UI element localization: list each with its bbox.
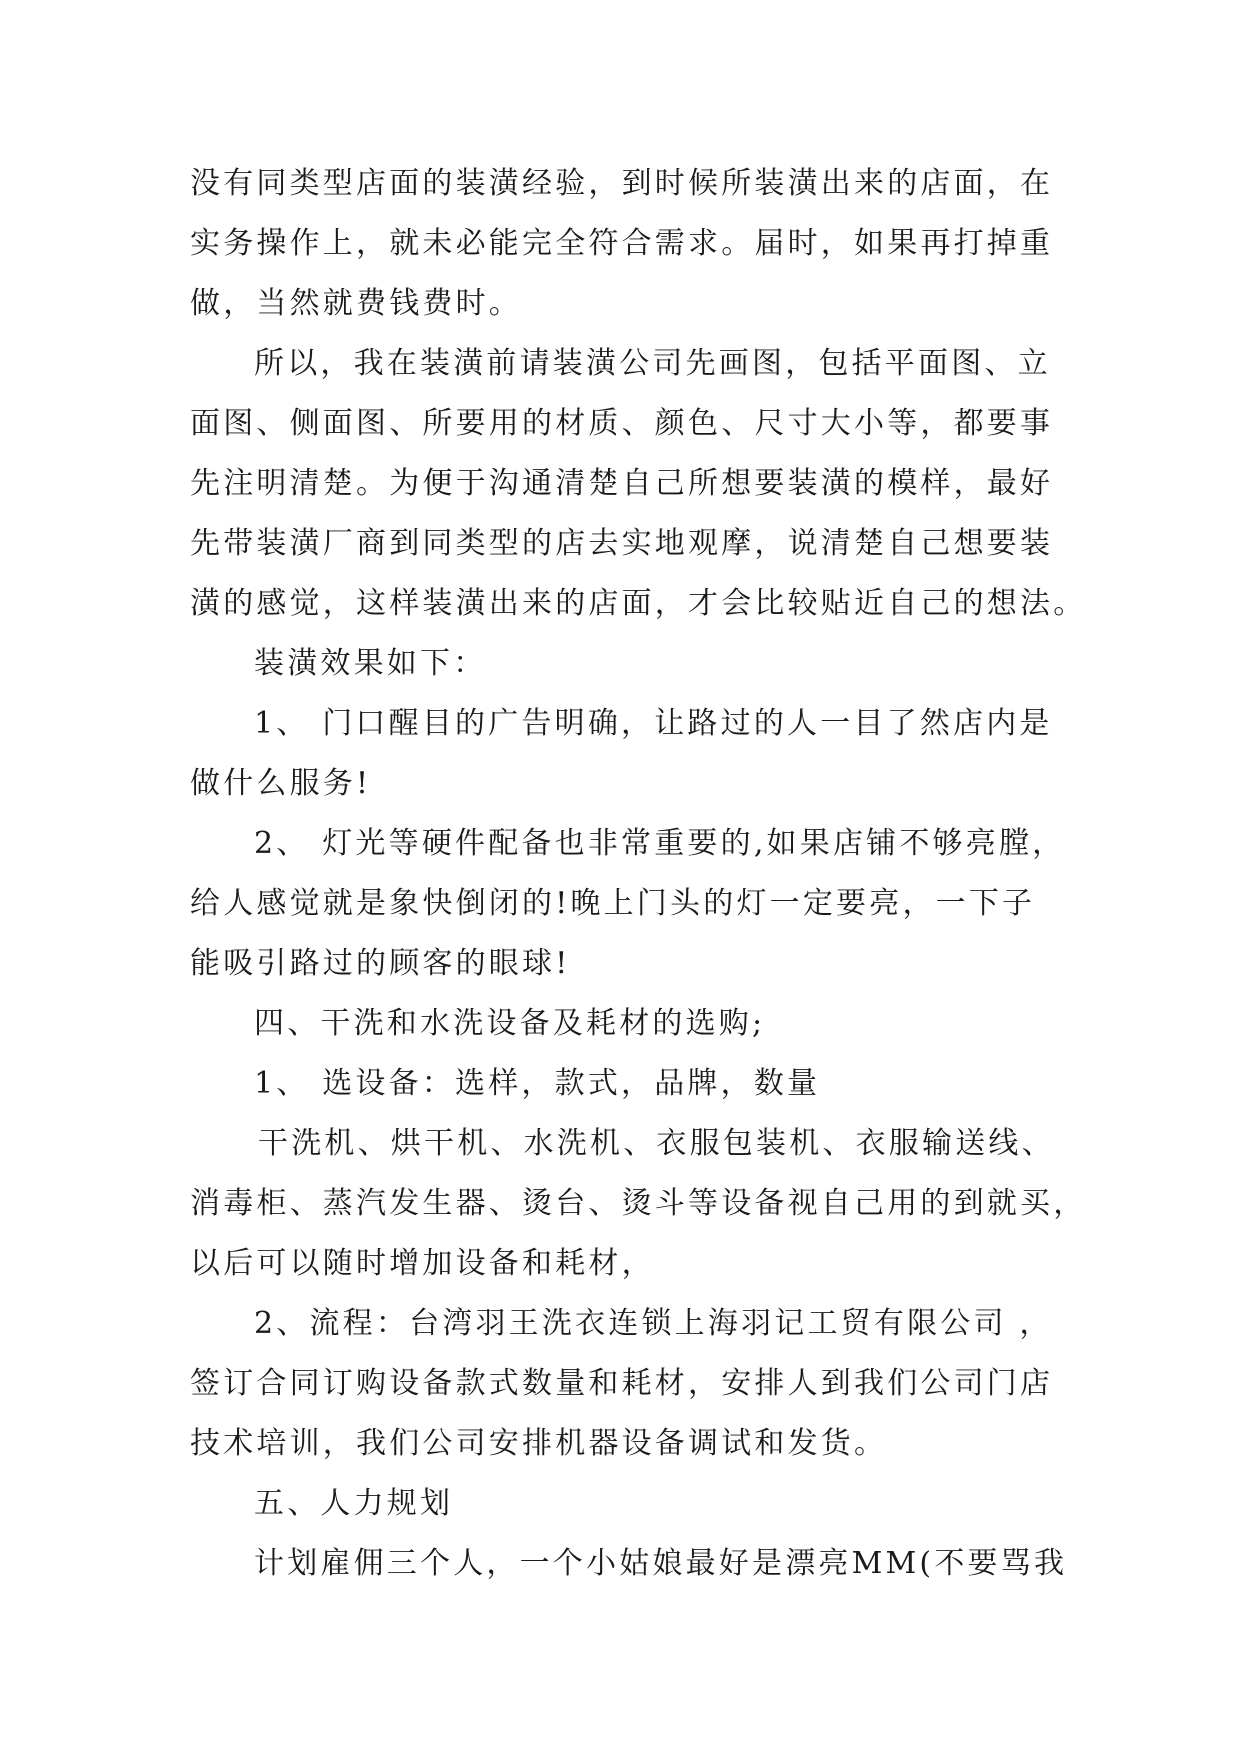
text-line: 能吸引路过的顾客的眼球! — [190, 946, 571, 981]
text-line: 2、流程：台湾羽王洗衣连锁上海羽记工贸有限公司 ， — [254, 1306, 1053, 1341]
text-line: 1、 门口醒目的广告明确，让路过的人一目了然店内是 — [254, 706, 1053, 741]
text-line: 2、 灯光等硬件配备也非常重要的,如果店铺不够亮膛， — [254, 826, 1066, 861]
text-line: 五、人力规划 — [254, 1486, 454, 1521]
text-line: 技术培训，我们公司安排机器设备调试和发货。 — [190, 1426, 888, 1461]
text-line: 所以，我在装潢前请装潢公司先画图，包括平面图、立 — [254, 346, 1051, 381]
text-line: 做什么服务! — [190, 766, 372, 801]
text-line: 没有同类型店面的装潢经验，到时候所装潢出来的店面，在 — [190, 166, 1054, 201]
text-line: 潢的感觉，这样装潢出来的店面，才会比较贴近自己的想法。 — [190, 586, 1087, 621]
text-line: 先注明清楚。为便于沟通清楚自己所想要装潢的模样，最好 — [190, 466, 1054, 501]
text-line: 消毒柜、蒸汽发生器、烫台、烫斗等设备视自己用的到就买， — [190, 1186, 1087, 1221]
text-line: 面图、侧面图、所要用的材质、颜色、尺寸大小等，都要事 — [190, 406, 1054, 441]
text-line: 签订合同订购设备款式数量和耗材，安排人到我们公司门店 — [190, 1366, 1054, 1401]
text-line: 计划雇佣三个人，一个小姑娘最好是漂亮MM(不要骂我 — [254, 1546, 1068, 1581]
text-line: 1、 选设备：选样，款式，品牌，数量 — [254, 1066, 821, 1101]
text-line: 给人感觉就是象快倒闭的!晚上门头的灯一定要亮，一下子 — [190, 886, 1036, 921]
text-line: 先带装潢厂商到同类型的店去实地观摩，说清楚自己想要装 — [190, 526, 1054, 561]
text-line: 以后可以随时增加设备和耗材， — [190, 1246, 655, 1281]
text-line: 四、干洗和水洗设备及耗材的选购; — [254, 1006, 766, 1041]
text-line: 实务操作上，就未必能完全符合需求。届时，如果再打掉重 — [190, 226, 1054, 261]
text-line: 装潢效果如下： — [254, 646, 487, 681]
text-line: 做，当然就费钱费时。 — [190, 286, 522, 321]
text-line: 干洗机、烘干机、水洗机、衣服包装机、衣服输送线、 — [258, 1126, 1055, 1161]
